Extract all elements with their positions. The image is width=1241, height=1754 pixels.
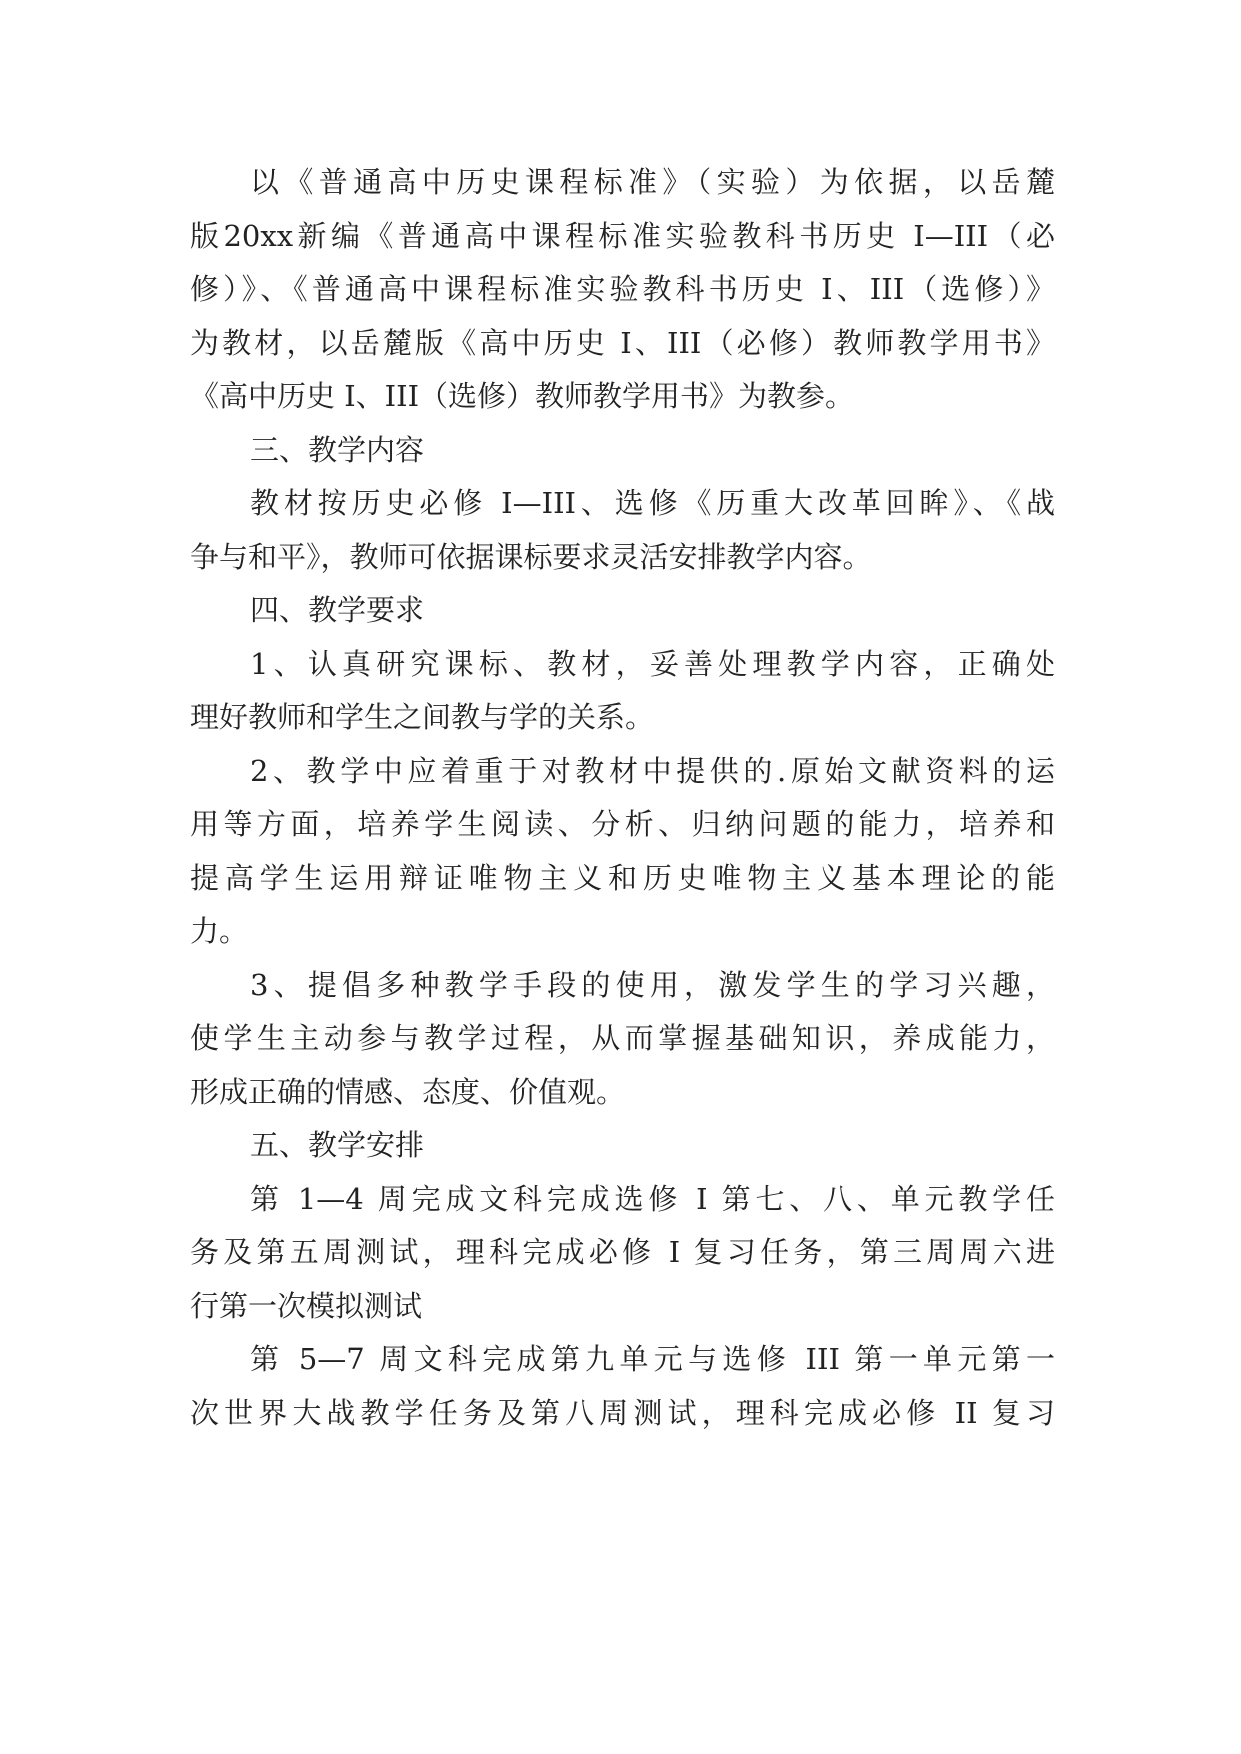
text-line: 第 5—7 周文科完成第九单元与选修 III 第一单元第一 (250, 1342, 1055, 1376)
text-line: 修）》、《普通高中课程标准实验教科书历史 I、III（选修）》 (190, 272, 1055, 306)
text-line: 《高中历史 I、III（选修）教师教学用书》为教参。 (190, 379, 855, 413)
section-heading-schedule (190, 1119, 1055, 1173)
text-line: 用等方面，培养学生阅读、分析、归纳问题的能力，培养和 (190, 807, 1055, 841)
section-heading: 四、教学要求 (250, 593, 425, 627)
text-line: 提高学生运用辩证唯物主义和历史唯物主义基本理论的能 (190, 860, 1055, 895)
text-line: 使学生主动参与教学过程，从而掌握基础知识，养成能力， (190, 1021, 1055, 1055)
text-line: 第 1—4 周完成文科完成选修 I 第七、八、单元教学任 (250, 1181, 1055, 1216)
text-line: 1、认真研究课标、教材，妥善处理教学内容，正确处 (250, 646, 1055, 681)
section-heading: 三、教学内容 (250, 432, 425, 467)
text-line: 理好教师和学生之间教与学的关系。 (190, 700, 655, 734)
paragraph-requirement-3 (190, 959, 1055, 1120)
text-line: 行第一次模拟测试 (190, 1288, 423, 1323)
text-line: 争与和平》，教师可依据课标要求灵活安排教学内容。 (190, 539, 872, 574)
text-line: 以《普通高中历史课程标准》（实验）为依据，以岳麓 (250, 165, 1055, 199)
text-line: 务及第五周测试，理科完成必修 I 复习任务，第三周周六进 (190, 1235, 1055, 1269)
paragraph-basis (190, 156, 1055, 424)
text-line: 版20xx新编《普通高中课程标准实验教科书历史 I—III（必 (190, 218, 1055, 253)
paragraph-requirement-1 (190, 638, 1055, 745)
paragraph-schedule-weeks-5-7 (190, 1333, 1055, 1440)
paragraph-content (190, 477, 1055, 584)
text-line: 2、教学中应着重于对教材中提供的.原始文献资料的运 (250, 753, 1055, 788)
section-heading: 五、教学安排 (250, 1128, 425, 1162)
section-heading-requirements (190, 584, 1055, 638)
section-heading-content (190, 424, 1055, 478)
paragraph-schedule-weeks-1-4 (190, 1173, 1055, 1334)
paragraph-requirement-2 (190, 745, 1055, 959)
text-line: 为教材，以岳麓版《高中历史 I、III（必修）教师教学用书》 (190, 325, 1055, 360)
text-line: 教材按历史必修 I—III、选修《历重大改革回眸》、《战 (250, 486, 1055, 520)
text-line: 3、提倡多种教学手段的使用，激发学生的学习兴趣， (250, 967, 1055, 1002)
document-body (190, 156, 1055, 1440)
text-line: 力。 (190, 914, 249, 948)
text-line: 次世界大战教学任务及第八周测试，理科完成必修 II 复习 (190, 1395, 1055, 1430)
text-line: 形成正确的情感、态度、价值观。 (190, 1074, 626, 1109)
